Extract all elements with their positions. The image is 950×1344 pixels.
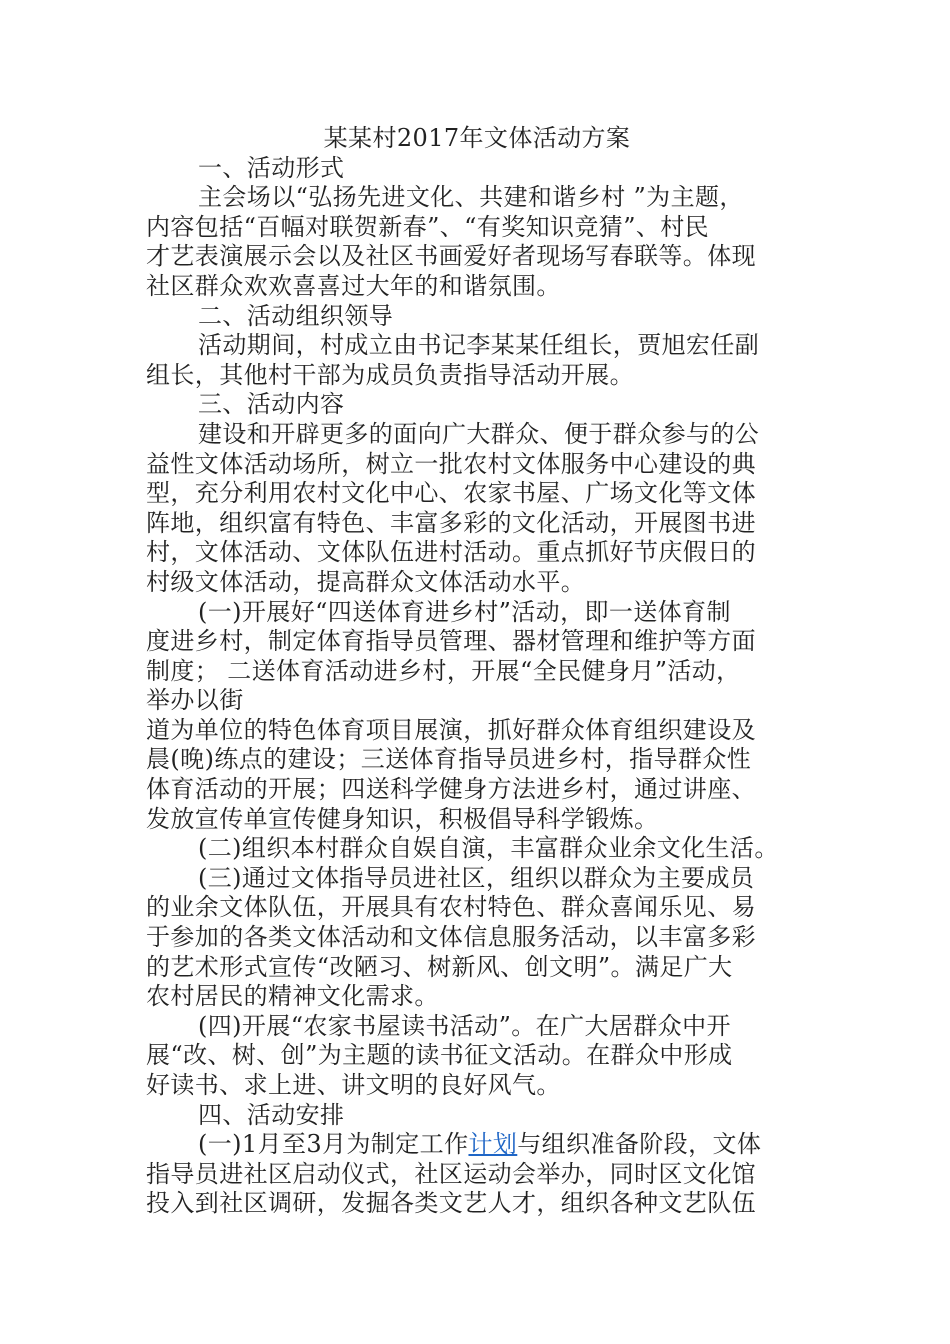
paragraph-line: 社区群众欢欢喜喜过大年的和谐氛围。 (146, 271, 561, 300)
paragraph-line: 村级文体活动，提高群众文体活动水平。 (146, 567, 586, 596)
document-title: 某某村2017年文体活动方案 (323, 124, 631, 152)
paragraph-line: 指导员进社区启动仪式，社区运动会举办，同时区文化馆 (146, 1159, 756, 1188)
paragraph-line: 发放宣传单宣传健身知识，积极倡导科学锻炼。 (146, 804, 659, 833)
paragraph-line: 建设和开辟更多的面向广大群众、便于群众参与的公 (198, 419, 760, 448)
paragraph-line: 的艺术形式宣传“改陋习、树新风、创文明”。满足广大 (146, 952, 733, 981)
plan-link[interactable]: 计划 (468, 1130, 518, 1159)
paragraph-line: 道为单位的特色体育项目展演，抓好群众体育组织建设及 (146, 715, 756, 744)
paragraph-line: 才艺表演展示会以及社区书画爱好者现场写春联等。体现 (146, 242, 756, 271)
paragraph-line: 投入到社区调研，发掘各类文艺人才，组织各种文艺队伍 (146, 1189, 756, 1218)
paragraph-line: 制度； 二送体育活动进乡村，开展“全民健身月”活动， (146, 656, 741, 685)
paragraph-line: 阵地，组织富有特色、丰富多彩的文化活动，开展图书进 (146, 508, 756, 537)
paragraph-line: (四)开展“农家书屋读书活动”。在广大居群众中开 (198, 1011, 731, 1040)
paragraph-line: 举办以街 (146, 686, 244, 715)
paragraph-line: (二)组织本村群众自娱自演，丰富群众业余文化生活。 (198, 834, 779, 863)
paragraph-line: 好读书、求上进、讲文明的良好风气。 (146, 1071, 561, 1099)
paragraph-line: 村，文体活动、文体队伍进村活动。重点抓好节庆假日的 (146, 538, 756, 567)
schedule-line (146, 1130, 808, 1160)
section-heading-2: 二、活动组织领导 (198, 301, 394, 330)
paragraph-line: 的业余文体队伍，开展具有农村特色、群众喜闻乐见、易 (146, 893, 756, 922)
paragraph-line: 主会场以“弘扬先进文化、共建和谐乡村 ”为主题， (198, 183, 744, 212)
paragraph-line: 展“改、树、创”为主题的读书征文活动。在群众中形成 (146, 1041, 733, 1070)
paragraph-line: 内容包括“百幅对联贺新春”、“有奖知识竞猜”、村民 (146, 212, 710, 241)
schedule-text-after: 与组织准备阶段，文体 (517, 1130, 762, 1159)
paragraph-line: 益性文体活动场所，树立一批农村文体服务中心建设的典 (146, 449, 756, 478)
paragraph-line: 于参加的各类文体活动和文体信息服务活动，以丰富多彩 (146, 923, 756, 952)
paragraph-line: (三)通过文体指导员进社区，组织以群众为主要成员 (198, 863, 755, 892)
paragraph-line: 农村居民的精神文化需求。 (146, 982, 439, 1011)
section-heading-4: 四、活动安排 (198, 1100, 345, 1129)
paragraph-line: 晨(晚)练点的建设；三送体育指导员进乡村，指导群众性 (146, 745, 752, 774)
paragraph-line: 体育活动的开展；四送科学健身方法进乡村，通过讲座、 (146, 775, 756, 804)
document-body (146, 124, 808, 1219)
section-heading-3: 三、活动内容 (198, 390, 345, 419)
paragraph-line: (一)开展好“四送体育进乡村”活动，即一送体育制 (198, 597, 731, 626)
paragraph-line: 活动期间，村成立由书记李某某任组长，贾旭宏任副 (198, 331, 760, 360)
paragraph-line: 组长，其他村干部为成员负责指导活动开展。 (146, 360, 634, 389)
section-heading-1: 一、活动形式 (198, 153, 345, 182)
schedule-text-before: (一)1月至3月为制定工作 (198, 1130, 469, 1159)
paragraph-line: 度进乡村，制定体育指导员管理、器材管理和维护等方面 (146, 627, 756, 656)
paragraph-line: 型，充分利用农村文化中心、农家书屋、广场文化等文体 (146, 479, 756, 508)
